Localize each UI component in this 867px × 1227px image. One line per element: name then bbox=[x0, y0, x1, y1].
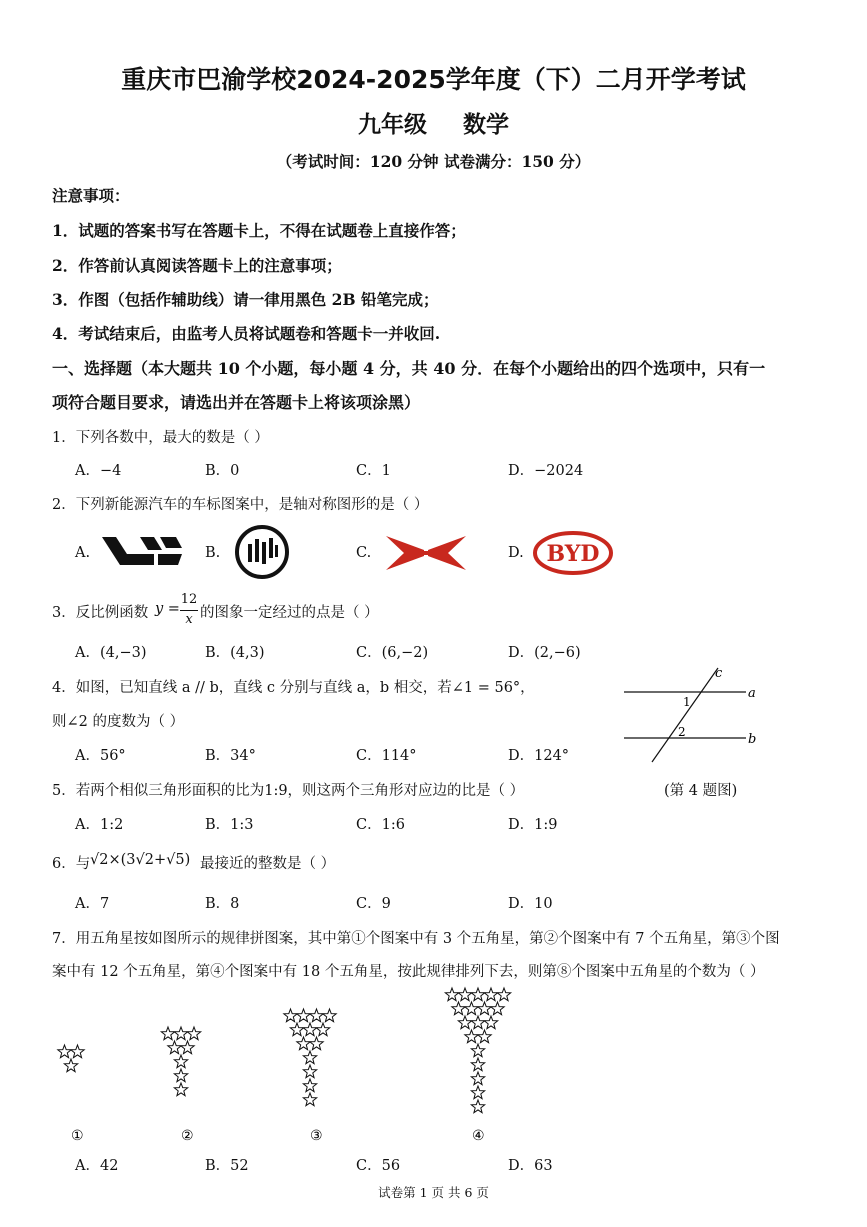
q4-option-b: B．34° bbox=[205, 748, 256, 764]
section-heading-line2: 项符合题目要求，请选出并在答题卡上将该项涂黑） bbox=[52, 393, 421, 412]
star-icon bbox=[181, 1041, 194, 1054]
star-patterns-figure bbox=[40, 980, 560, 1145]
q6-option-c: C．9 bbox=[356, 896, 391, 912]
q4-option-d: D．124° bbox=[508, 748, 570, 764]
page-footer: 试卷第 1 页 共 6 页 bbox=[378, 1185, 489, 1200]
star-icon bbox=[458, 988, 471, 1001]
star-icon bbox=[445, 988, 458, 1001]
q3-fraction-numerator: 12 bbox=[180, 592, 198, 607]
notes-heading: 注意事项： bbox=[52, 186, 130, 205]
q6-expression: √2×(3√2+√5) bbox=[90, 852, 191, 868]
star-icon bbox=[471, 1100, 484, 1113]
pattern-label-1: ① bbox=[71, 1128, 84, 1144]
pattern-label-2: ② bbox=[181, 1128, 194, 1144]
star-pattern-stars bbox=[58, 988, 511, 1113]
label-b: b bbox=[748, 732, 757, 747]
star-icon bbox=[303, 1079, 316, 1092]
question-4-stem-line2: 则∠2 的度数为（ ） bbox=[52, 714, 185, 730]
question-3-stem-start: 3．反比例函数 bbox=[52, 605, 149, 621]
star-icon bbox=[58, 1045, 71, 1058]
star-icon bbox=[71, 1045, 84, 1058]
q6-option-d: D．10 bbox=[508, 896, 553, 912]
star-icon bbox=[316, 1023, 329, 1036]
star-icon bbox=[168, 1041, 181, 1054]
question-7-stem-line2: 案中有 12 个五角星，第④个图案中有 18 个五角星，按此规律排列下去，则第⑧个图案中五角星的个数为（ ） bbox=[52, 964, 765, 980]
q3-fraction-denominator: x bbox=[185, 612, 193, 627]
star-icon bbox=[471, 1016, 484, 1029]
star-icon bbox=[187, 1027, 200, 1040]
exam-subtitle: 九年级 数学 bbox=[357, 112, 509, 138]
q7-option-c: C．56 bbox=[356, 1158, 401, 1174]
star-icon bbox=[465, 1030, 478, 1043]
label-angle-2: 2 bbox=[678, 725, 686, 739]
question-1-stem: 1．下列各数中，最大的数是（ ） bbox=[52, 430, 269, 446]
question-7-stem-line1: 7．用五角星按如图所示的规律拼图案，其中第①个图案中有 3 个五角星，第②个图案中有 7 个五角星，第③个图 bbox=[52, 931, 780, 947]
star-icon bbox=[297, 1009, 310, 1022]
star-icon bbox=[471, 1044, 484, 1057]
question-5-stem: 5．若两个相似三角形面积的比为1:9，则这两个三角形对应边的比是（ ） bbox=[52, 783, 525, 799]
star-icon bbox=[452, 1002, 465, 1015]
q3-option-c: C．(6,−2) bbox=[356, 645, 429, 661]
q5-option-a: A．1:2 bbox=[75, 817, 124, 833]
pattern-label-4: ④ bbox=[472, 1128, 485, 1144]
star-icon bbox=[497, 988, 510, 1001]
q3-option-b: B．(4,3) bbox=[205, 645, 265, 661]
star-icon bbox=[174, 1027, 187, 1040]
star-icon bbox=[478, 1002, 491, 1015]
q3-function-y: y = bbox=[155, 601, 180, 617]
star-icon bbox=[458, 1016, 471, 1029]
star-icon bbox=[310, 1009, 323, 1022]
note-item: 3．作图（包括作辅助线）请一律用黑色 2B 铅笔完成； bbox=[52, 290, 439, 309]
question-4-stem-line1: 4．如图，已知直线 a // b，直线 c 分别与直线 a，b 相交，若∠1 = 56°， bbox=[52, 680, 535, 696]
q1-option-d: D．−2024 bbox=[508, 463, 584, 479]
q2-option-d: D. bbox=[508, 545, 524, 561]
exam-info: （考试时间：120 分钟 试卷满分：150 分） bbox=[276, 152, 591, 171]
label-c: c bbox=[715, 666, 723, 681]
q5-option-b: B．1:3 bbox=[205, 817, 254, 833]
logo-d-text: BYD bbox=[546, 541, 600, 567]
star-icon bbox=[174, 1055, 187, 1068]
q6-option-b: B．8 bbox=[205, 896, 240, 912]
exam-title: 重庆市巴渝学校2024-2025学年度（下）二月开学考试 bbox=[121, 65, 746, 94]
star-icon bbox=[297, 1037, 310, 1050]
star-icon bbox=[284, 1009, 297, 1022]
star-icon bbox=[303, 1023, 316, 1036]
parallel-lines-figure bbox=[618, 664, 768, 764]
figure-4-caption: (第 4 题图) bbox=[664, 783, 738, 799]
star-icon bbox=[174, 1083, 187, 1096]
star-icon bbox=[484, 988, 497, 1001]
q1-option-c: C．1 bbox=[356, 463, 391, 479]
q1-option-b: B．0 bbox=[205, 463, 240, 479]
note-item: 2．作答前认真阅读答题卡上的注意事项； bbox=[52, 256, 342, 275]
q4-option-a: A．56° bbox=[75, 748, 126, 764]
q6-option-a: A．7 bbox=[75, 896, 110, 912]
logo-b-icon bbox=[232, 524, 292, 580]
star-icon bbox=[310, 1037, 323, 1050]
star-icon bbox=[174, 1069, 187, 1082]
q3-fraction-bar bbox=[180, 610, 198, 611]
star-icon bbox=[303, 1051, 316, 1064]
question-3-stem-end: 的图象一定经过的点是（ ） bbox=[200, 605, 379, 621]
logo-a-icon bbox=[100, 534, 184, 570]
star-icon bbox=[465, 1002, 478, 1015]
pattern-label-3: ③ bbox=[310, 1128, 323, 1144]
q7-option-b: B．52 bbox=[205, 1158, 249, 1174]
q1-option-a: A．−4 bbox=[75, 463, 122, 479]
question-2-stem: 2．下列新能源汽车的车标图案中，是轴对称图形的是（ ） bbox=[52, 497, 429, 513]
q7-option-a: A．42 bbox=[75, 1158, 119, 1174]
star-icon bbox=[471, 1072, 484, 1085]
q3-option-d: D．(2,−6) bbox=[508, 645, 581, 661]
star-icon bbox=[161, 1027, 174, 1040]
logo-d-icon bbox=[532, 530, 614, 576]
q2-option-c: C. bbox=[356, 545, 372, 561]
q4-option-c: C．114° bbox=[356, 748, 417, 764]
star-icon bbox=[471, 1058, 484, 1071]
q2-option-b: B. bbox=[205, 545, 221, 561]
star-icon bbox=[471, 988, 484, 1001]
q3-option-a: A．(4,−3) bbox=[75, 645, 147, 661]
label-a: a bbox=[748, 686, 756, 701]
star-icon bbox=[478, 1030, 491, 1043]
q5-option-c: C．1:6 bbox=[356, 817, 405, 833]
star-icon bbox=[491, 1002, 504, 1015]
q2-option-a: A. bbox=[75, 545, 91, 561]
star-icon bbox=[484, 1016, 497, 1029]
star-icon bbox=[323, 1009, 336, 1022]
question-6-stem-end: 最接近的整数是（ ） bbox=[200, 856, 336, 872]
note-item: 4．考试结束后，由监考人员将试题卷和答题卡一并收回. bbox=[52, 324, 441, 343]
question-6-stem-start: 6．与 bbox=[52, 856, 91, 872]
star-icon bbox=[290, 1023, 303, 1036]
section-heading-line1: 一、选择题（本大题共 10 个小题，每小题 4 分，共 40 分．在每个小题给出的四个选项中，只有一 bbox=[52, 359, 766, 378]
note-item: 1．试题的答案书写在答题卡上，不得在试题卷上直接作答； bbox=[52, 221, 466, 240]
q5-option-d: D．1:9 bbox=[508, 817, 558, 833]
logo-c-icon bbox=[384, 534, 468, 572]
star-icon bbox=[64, 1059, 77, 1072]
q7-option-d: D．63 bbox=[508, 1158, 553, 1174]
star-icon bbox=[303, 1065, 316, 1078]
label-angle-1: 1 bbox=[683, 695, 691, 709]
star-icon bbox=[303, 1093, 316, 1106]
star-icon bbox=[471, 1086, 484, 1099]
